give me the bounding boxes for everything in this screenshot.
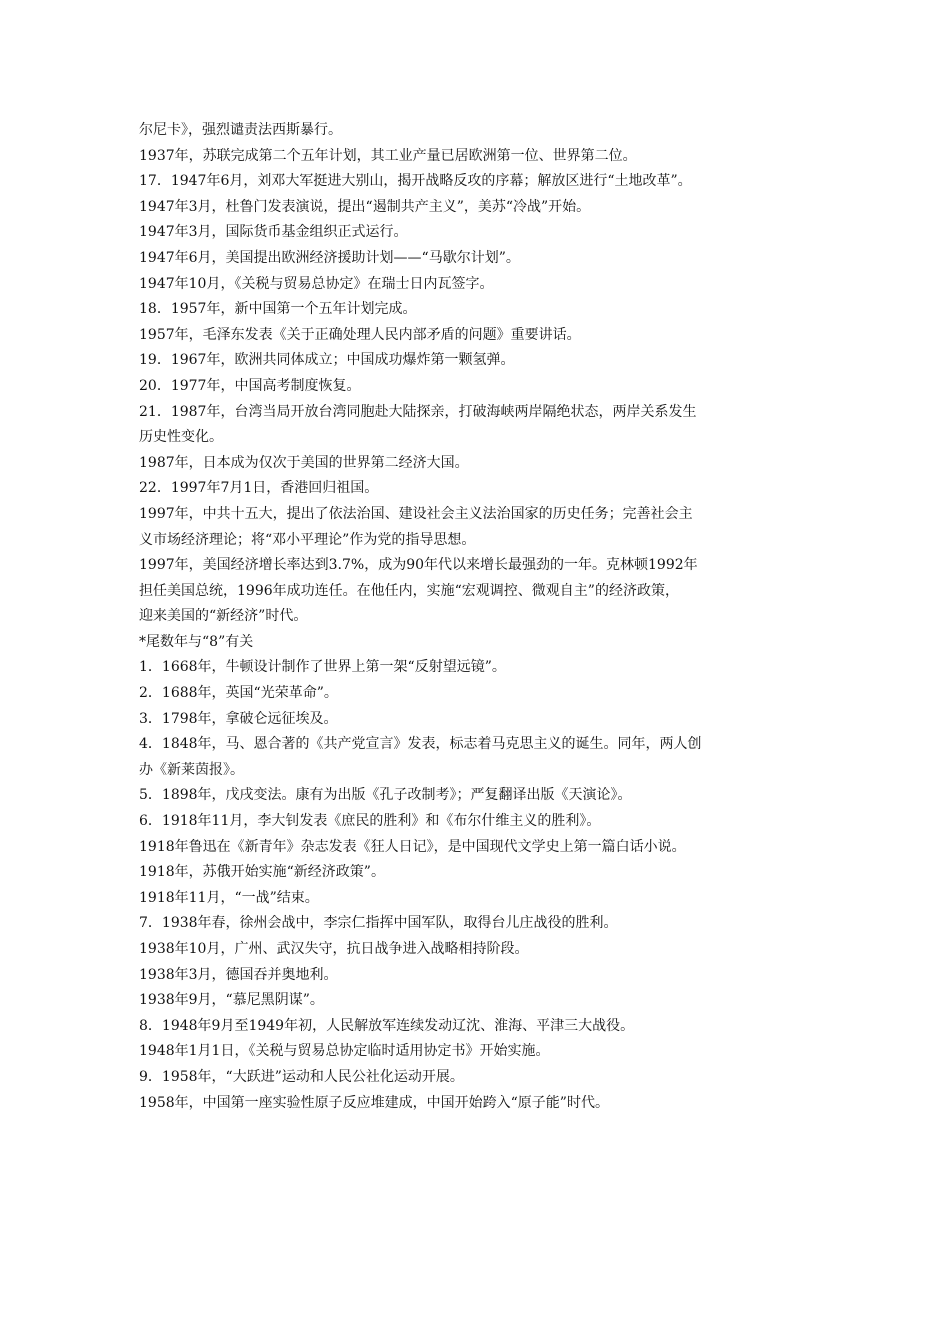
text-line: 1937年，苏联完成第二个五年计划，其工业产量已居欧洲第一位、世界第二位。 bbox=[139, 147, 637, 164]
text-line: 办《新莱茵报》。 bbox=[139, 761, 244, 778]
text-line: 8．1948年9月至1949年初，人民解放军连续发动辽沈、淮海、平津三大战役。 bbox=[139, 1017, 635, 1034]
text-line: 历史性变化。 bbox=[139, 429, 223, 446]
text-line: 1918年，苏俄开始实施“新经济政策”。 bbox=[139, 864, 385, 881]
text-line: 3．1798年，拿破仑远征埃及。 bbox=[139, 710, 338, 727]
text-line: 17．1947年6月，刘邓大军挺进大别山，揭开战略反攻的序幕；解放区进行“土地改革”。 bbox=[139, 173, 692, 190]
text-line: 1957年，毛泽东发表《关于正确处理人民内部矛盾的问题》重要讲话。 bbox=[139, 326, 581, 343]
text-line: 1938年10月，广州、武汉失守，抗日战争进入战略相持阶段。 bbox=[139, 941, 529, 957]
text-line: 尔尼卡》，强烈谴责法西斯暴行。 bbox=[139, 122, 342, 138]
text-line: 1948年1月1日，《关税与贸易总协定临时适用协定书》开始实施。 bbox=[139, 1043, 550, 1060]
text-line: 1938年9月，“慕尼黑阴谋”。 bbox=[139, 992, 324, 1009]
text-line: 6．1918年11月，李大钊发表《庶民的胜利》和《布尔什维主义的胜利》。 bbox=[139, 813, 601, 830]
text-line: 1918年11月，“一战”结束。 bbox=[139, 889, 319, 906]
text-line: 1918年鲁迅在《新青年》杂志发表《狂人日记》，是中国现代文学史上第一篇白话小说。 bbox=[139, 838, 686, 855]
text-line: 1997年，美国经济增长率达到3.7%，成为90年代以来增长最强劲的一年。克林顿1992年 bbox=[139, 557, 698, 574]
text-line: 22．1997年7月1日，香港回归祖国。 bbox=[139, 480, 379, 497]
text-line: 20．1977年，中国高考制度恢复。 bbox=[139, 377, 361, 394]
text-line: 18．1957年，新中国第一个五年计划完成。 bbox=[139, 301, 417, 318]
text-line: 担任美国总统，1996年成功连任。在他任内，实施“宏观调控、微观自主”的经济政策， bbox=[139, 582, 679, 599]
text-line: 1947年10月，《关税与贸易总协定》在瑞士日内瓦签字。 bbox=[139, 275, 494, 292]
document-body bbox=[139, 118, 819, 1116]
text-line: 4．1848年，马、恩合著的《共产党宣言》发表，标志着马克思主义的诞生。同年，两人创 bbox=[139, 736, 702, 753]
text-line: 2．1688年，英国“光荣革命”。 bbox=[139, 685, 338, 702]
text-line: 1947年3月，国际货币基金组织正式运行。 bbox=[139, 224, 408, 241]
text-line: 21．1987年，台湾当局开放台湾同胞赴大陆探亲，打破海峡两岸隔绝状态，两岸关系发生 bbox=[139, 403, 697, 420]
text-line: 义市场经济理论；将“邓小平理论”作为党的指导思想。 bbox=[139, 531, 476, 548]
text-line: 1938年3月，德国吞并奥地利。 bbox=[139, 966, 338, 983]
text-line: 7．1938年春，徐州会战中，李宗仁指挥中国军队，取得台儿庄战役的胜利。 bbox=[139, 915, 618, 932]
text-line: 1997年，中共十五大，提出了依法治国、建设社会主义法治国家的历史任务；完善社会主 bbox=[139, 505, 693, 522]
text-line: 5．1898年，戊戌变法。康有为出版《孔子改制考》；严复翻译出版《天演论》。 bbox=[139, 787, 632, 804]
text-line: 1987年，日本成为仅次于美国的世界第二经济大国。 bbox=[139, 454, 469, 471]
text-line: 1947年3月，杜鲁门发表演说，提出“遏制共产主义”，美苏“冷战”开始。 bbox=[139, 198, 591, 215]
text-line: 迎来美国的“新经济”时代。 bbox=[139, 608, 308, 625]
text-line: 9．1958年，“大跃进”运动和人民公社化运动开展。 bbox=[139, 1068, 464, 1085]
text-line: 1．1668年，牛顿设计制作了世界上第一架“反射望远镜”。 bbox=[139, 659, 506, 676]
section-heading: *尾数年与“8”有关 bbox=[139, 633, 254, 650]
text-line: 19．1967年，欧洲共同体成立；中国成功爆炸第一颗氢弹。 bbox=[139, 352, 515, 369]
text-line: 1958年，中国第一座实验性原子反应堆建成，中国开始跨入“原子能”时代。 bbox=[139, 1094, 609, 1111]
text-line: 1947年6月，美国提出欧洲经济援助计划——“马歇尔计划”。 bbox=[139, 249, 520, 266]
